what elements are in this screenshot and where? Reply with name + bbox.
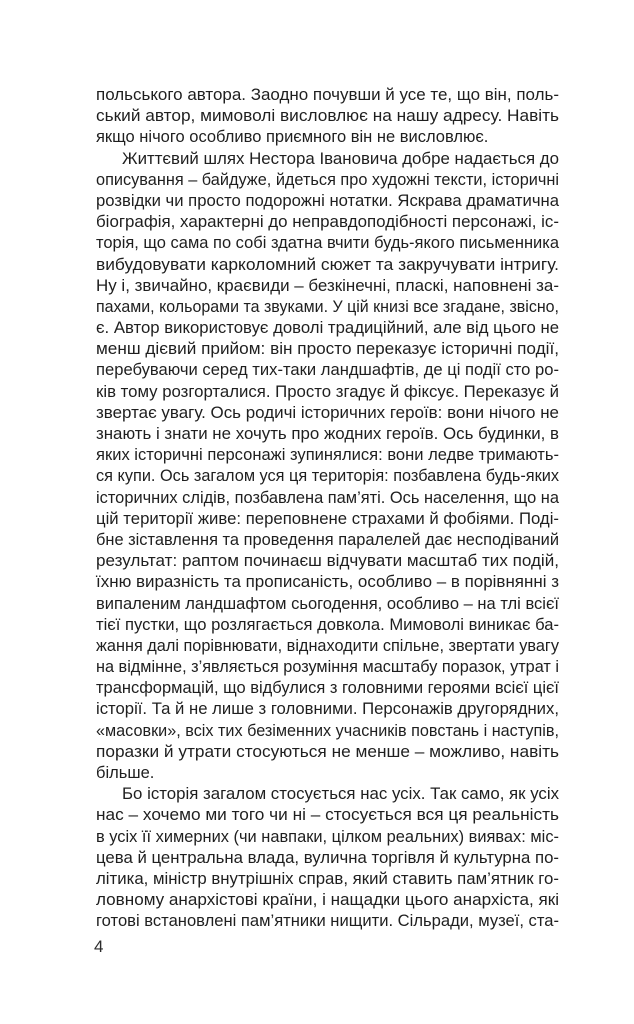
text-line: поразки й утрати стосуються не менше – можливо, навіть (96, 742, 559, 761)
text-line: якщо нічого особливо приємного він не висловлює. (96, 128, 489, 147)
text-line: тієї пустки, що розлягається довкола. Мимоволі виникає ба- (96, 615, 559, 634)
text-line: жання далі порівнювати, віднаходити спільне, звертати увагу (96, 636, 559, 655)
text-line: менш дієвий прийом: він просто переказує історичні події, (96, 340, 559, 359)
text-line: літика, міністр внутрішніх справ, який ставить пам’ятник го- (96, 869, 559, 888)
text-line: трансформацій, що відбулися з головними героями всієї цієї (96, 679, 559, 698)
text-line: ський автор, мимоволі висловлює на нашу адресу. Навіть (96, 107, 559, 126)
text-line: біографія, характерні до неправдоподібності персонажі, іс- (96, 213, 559, 232)
text-line: випаленим ландшафтом сьогодення, особливо – на тлі всієї (96, 594, 559, 613)
text-line: розвідки чи просто подорожні нотатки. Яскрава драматична (96, 191, 559, 210)
text-line: їхню виразність та прописаність, особливо – в порівнянні з (96, 573, 559, 592)
text-line: в усіх її химерних (чи навпаки, цілком реальних) виявах: міс- (96, 827, 559, 846)
text-line: цій території живе: переповнене страхами й фобіями. Поді- (96, 509, 559, 528)
text-line: Бо історія загалом стосується нас усіх. Так само, як усіх (122, 785, 559, 804)
text-line: ків тому розгорталися. Просто згадує й фіксує. Переказує й (96, 382, 559, 401)
text-line: ловному анархістові країни, і нащадки цього анархіста, які (96, 891, 559, 910)
text-line: готові встановлені пам’ятники нищити. Сільради, музеї, ста- (96, 912, 559, 931)
text-line: Ну і, звичайно, краєвиди – безкінечні, пласкі, наповнені за- (96, 276, 559, 295)
text-block (96, 85, 559, 933)
text-line: більше. (96, 764, 155, 782)
text-line: описування – байдуже, йдеться про художні тексти, історичні (96, 170, 559, 189)
text-line: є. Автор використовує доволі традиційний, але від цього не (96, 319, 559, 338)
text-line: пахами, кольорами та звуками. У цій книзі все згадане, звісно, (96, 297, 559, 316)
text-line: бне зіставлення та проведення паралелей дає несподіваний (96, 530, 559, 549)
text-line: знають і знати не хочуть про жодних героїв. Ось будинки, в (96, 425, 559, 443)
text-line: Життєвий шлях Нестора Івановича добре надається до (122, 149, 559, 168)
page-number: 4 (94, 937, 104, 956)
text-line: результат: раптом починаєш відчувати масштаб тих подій, (96, 552, 559, 571)
text-line: цева й центральна влада, вулична торгівля й культурна по- (96, 848, 559, 867)
text-line: яких історичні персонажі зупинялися: вони ледве тримають- (96, 446, 559, 465)
text-line: нас – хочемо ми того чи ні – стосується вся ця реальність (96, 806, 559, 825)
text-line: історичних слідів, позбавлена пам’яті. Ось населення, що на (96, 488, 559, 507)
text-line: «масовки», всіх тих безіменних учасників повстань і наступів, (96, 721, 559, 740)
text-line: історії. Та й не лише з головними. Персонажів другорядних, (96, 700, 559, 719)
text-line: на відмінне, з’являється розуміння масштабу поразок, утрат і (96, 658, 559, 677)
text-line: торія, що сама по собі здатна вчити будь-якого письменника (96, 234, 559, 253)
text-line: перебуваючи серед тих-таки ландшафтів, де ці події сто ро- (96, 361, 559, 380)
text-line: ся купи. Ось загалом уся ця територія: позбавлена будь-яких (96, 467, 559, 486)
text-line: польського автора. Заодно почувши й усе те, що він, поль- (96, 86, 559, 104)
text-line: вибудовувати карколомний сюжет та закручувати інтригу. (96, 255, 559, 274)
text-line: звертає увагу. Ось родичі історичних героїв: вони нічого не (96, 403, 559, 422)
